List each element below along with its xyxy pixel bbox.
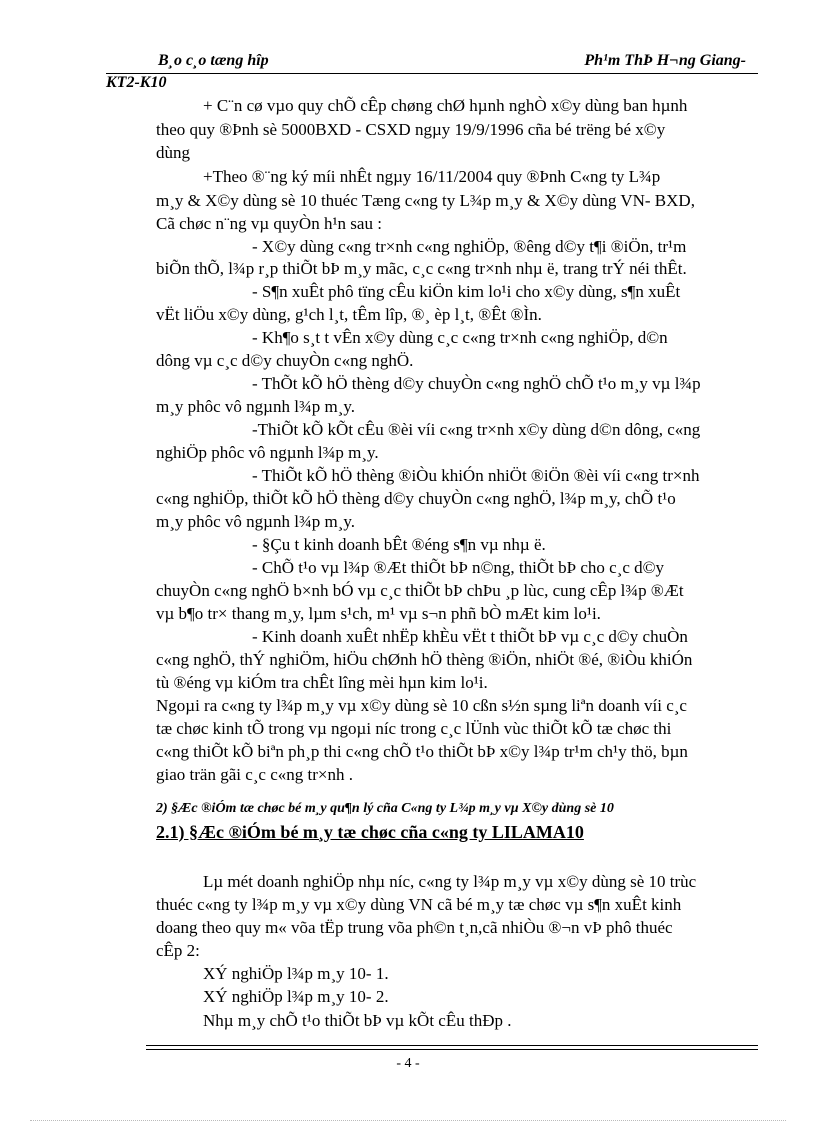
section-line: cÊp 2:	[156, 941, 200, 960]
body-line: c«ng nghÖ, thÝ nghiÖm, hiÖu chØnh hÖ thèng ®iÖn, nhiÖt ®é, ®iÒu khiÓn	[156, 650, 693, 669]
header-report-title: B¸o c¸o tæng hîp	[158, 52, 269, 69]
body-line: vµ b¶o tr× thang m¸y, lµm s¹ch, m¹ vµ s¬n phñ bÒ mÆt kim lo¹i.	[156, 604, 601, 623]
page-boundary	[30, 1120, 786, 1121]
body-line: giao trän gãi c¸c c«ng tr×nh .	[156, 765, 353, 784]
body-line: - ThiÕt kÕ hÖ thèng ®iÒu khiÓn nhiÖt ®iÖn ®èi víi c«ng tr×nh	[252, 466, 700, 485]
body-line: Cã chøc n¨ng vµ quyÒn h¹n sau :	[156, 214, 382, 233]
body-line: +Theo ®¨ng ký míi nhÊt ngµy 16/11/2004 quy ®Þnh C«ng ty L¾p	[203, 167, 661, 186]
body-line: - X©y dùng c«ng tr×nh c«ng nghiÖp, ®êng d©y t¶i ®iÖn, tr¹m	[252, 237, 687, 256]
body-line: - ChÕ t¹o vµ l¾p ®Æt thiÕt bÞ n©ng, thiÕt bÞ cho c¸c d©y	[252, 558, 665, 577]
section-line: Lµ mét doanh nghiÖp nhµ níc, c«ng ty l¾p m¸y vµ x©y dùng sè 10 trùc	[203, 872, 697, 891]
body-line: m¸y phôc vô ngµnh l¾p m¸y.	[156, 512, 355, 531]
body-line: c«ng thiÕt kÕ biªn ph¸p thi c«ng chÕ t¹o thiÕt bÞ x©y l¾p tr¹m ch¹y thö, bµn	[156, 742, 688, 761]
header-author-name: Ph¹m ThÞ H¬ng Giang-	[584, 52, 746, 69]
section-line: thuéc c«ng ty l¾p m¸y vµ x©y dùng VN cã bé m¸y tæ chøc vµ s¶n xuÊt kinh	[156, 895, 682, 914]
section-heading: 2.1) §Æc ®iÓm bé m¸y tæ chøc cña c«ng ty LILAMA10	[156, 822, 584, 842]
body-line: tù ®éng vµ kiÓm tra chÊt lîng mèi hµn kim lo¹i.	[156, 673, 488, 692]
body-line: nghiÖp phôc vô ngµnh l¾p m¸y.	[156, 443, 379, 462]
body-line: chuyÒn c«ng nghÖ b×nh bÓ vµ c¸c thiÕt bÞ chÞu ¸p lùc, cung cÊp l¾p ®Æt	[156, 581, 684, 600]
body-line: theo quy ®Þnh sè 5000BXD - CSXD ngµy 19/9/1996 cña bé trëng bé x©y	[156, 120, 666, 139]
footer-divider-top	[146, 1045, 758, 1046]
body-line: -ThiÕt kÕ kÕt cÊu ®èi víi c«ng tr×nh x©y dùng d©n dông, c«ng	[252, 420, 701, 439]
body-line: Ngoµi ra c«ng ty l¾p m¸y vµ x©y dùng sè 10 cßn s½n sµng liªn doanh víi c¸c	[156, 696, 687, 715]
header-divider	[106, 73, 758, 74]
body-line: - Kh¶o s¸t t vÊn x©y dùng c¸c c«ng tr×nh c«ng nghiÖp, d©n	[252, 328, 668, 347]
body-line: - §Çu t kinh doanh bÊt ®éng s¶n vµ nhµ ë.	[252, 535, 546, 554]
body-line: - Kinh doanh xuÊt nhËp khÈu vËt t thiÕt bÞ vµ c¸c d©y chuÒn	[252, 627, 688, 646]
body-line: - S¶n xuÊt phô tïng cÊu kiÖn kim lo¹i cho x©y dùng, s¶n xuÊt	[252, 282, 681, 301]
header-class-code: KT2-K10	[106, 74, 167, 91]
body-line: m¸y & X©y dùng sè 10 thuéc Tæng c«ng ty L¾p m¸y & X©y dùng VN- BXD,	[156, 191, 695, 210]
footer-divider-bottom	[146, 1049, 758, 1050]
body-line: c«ng nghiÖp, thiÕt kÕ hÖ thèng d©y chuyÒn c«ng nghÖ, l¾p m¸y, chÕ t¹o	[156, 489, 676, 508]
section-line: XÝ nghiÖp l¾p m¸y 10- 2.	[203, 987, 389, 1006]
body-line: - ThÕt kÕ hÖ thèng d©y chuyÒn c«ng nghÖ chÕ t¹o m¸y vµ l¾p	[252, 374, 701, 393]
body-line: m¸y phôc vô ngµnh l¾p m¸y.	[156, 397, 355, 416]
section-line: Nhµ m¸y chÕ t¹o thiÕt bÞ vµ kÕt cÊu thÐp .	[203, 1011, 512, 1030]
body-line: dùng	[156, 143, 190, 162]
body-line: dông vµ c¸c d©y chuyÒn c«ng nghÖ.	[156, 351, 414, 370]
body-line: biÕn thÕ, l¾p r¸p thiÕt bÞ m¸y mãc, c¸c c«ng tr×nh nhµ ë, trang trÝ néi thÊt.	[156, 259, 687, 278]
body-line: tæ chøc kinh tÕ trong vµ ngoµi níc trong c¸c lÜnh vùc thiÕt kÕ tæ chøc thi	[156, 719, 672, 738]
subsection-heading: 2) §Æc ®iÓm tæ chøc bé m¸y qu¶n lý cña C«ng ty L¾p m¸y vµ X©y dùng sè 10	[156, 801, 614, 816]
body-line: + C¨n cø vµo quy chÕ cÊp chøng chØ hµnh nghÒ x©y dùng ban hµnh	[203, 96, 688, 115]
section-line: doang theo quy m« võa tËp trung võa ph©n t¸n,cã nhiÒu ®¬n vÞ phô thuéc	[156, 918, 673, 937]
body-line: vËt liÖu x©y dùng, g¹ch l¸t, tÊm lîp, ®¸ èp l¸t, ®Êt ®Ìn.	[156, 305, 542, 324]
section-line: XÝ nghiÖp l¾p m¸y 10- 1.	[203, 964, 389, 983]
page-number: - 4 -	[396, 1056, 420, 1071]
